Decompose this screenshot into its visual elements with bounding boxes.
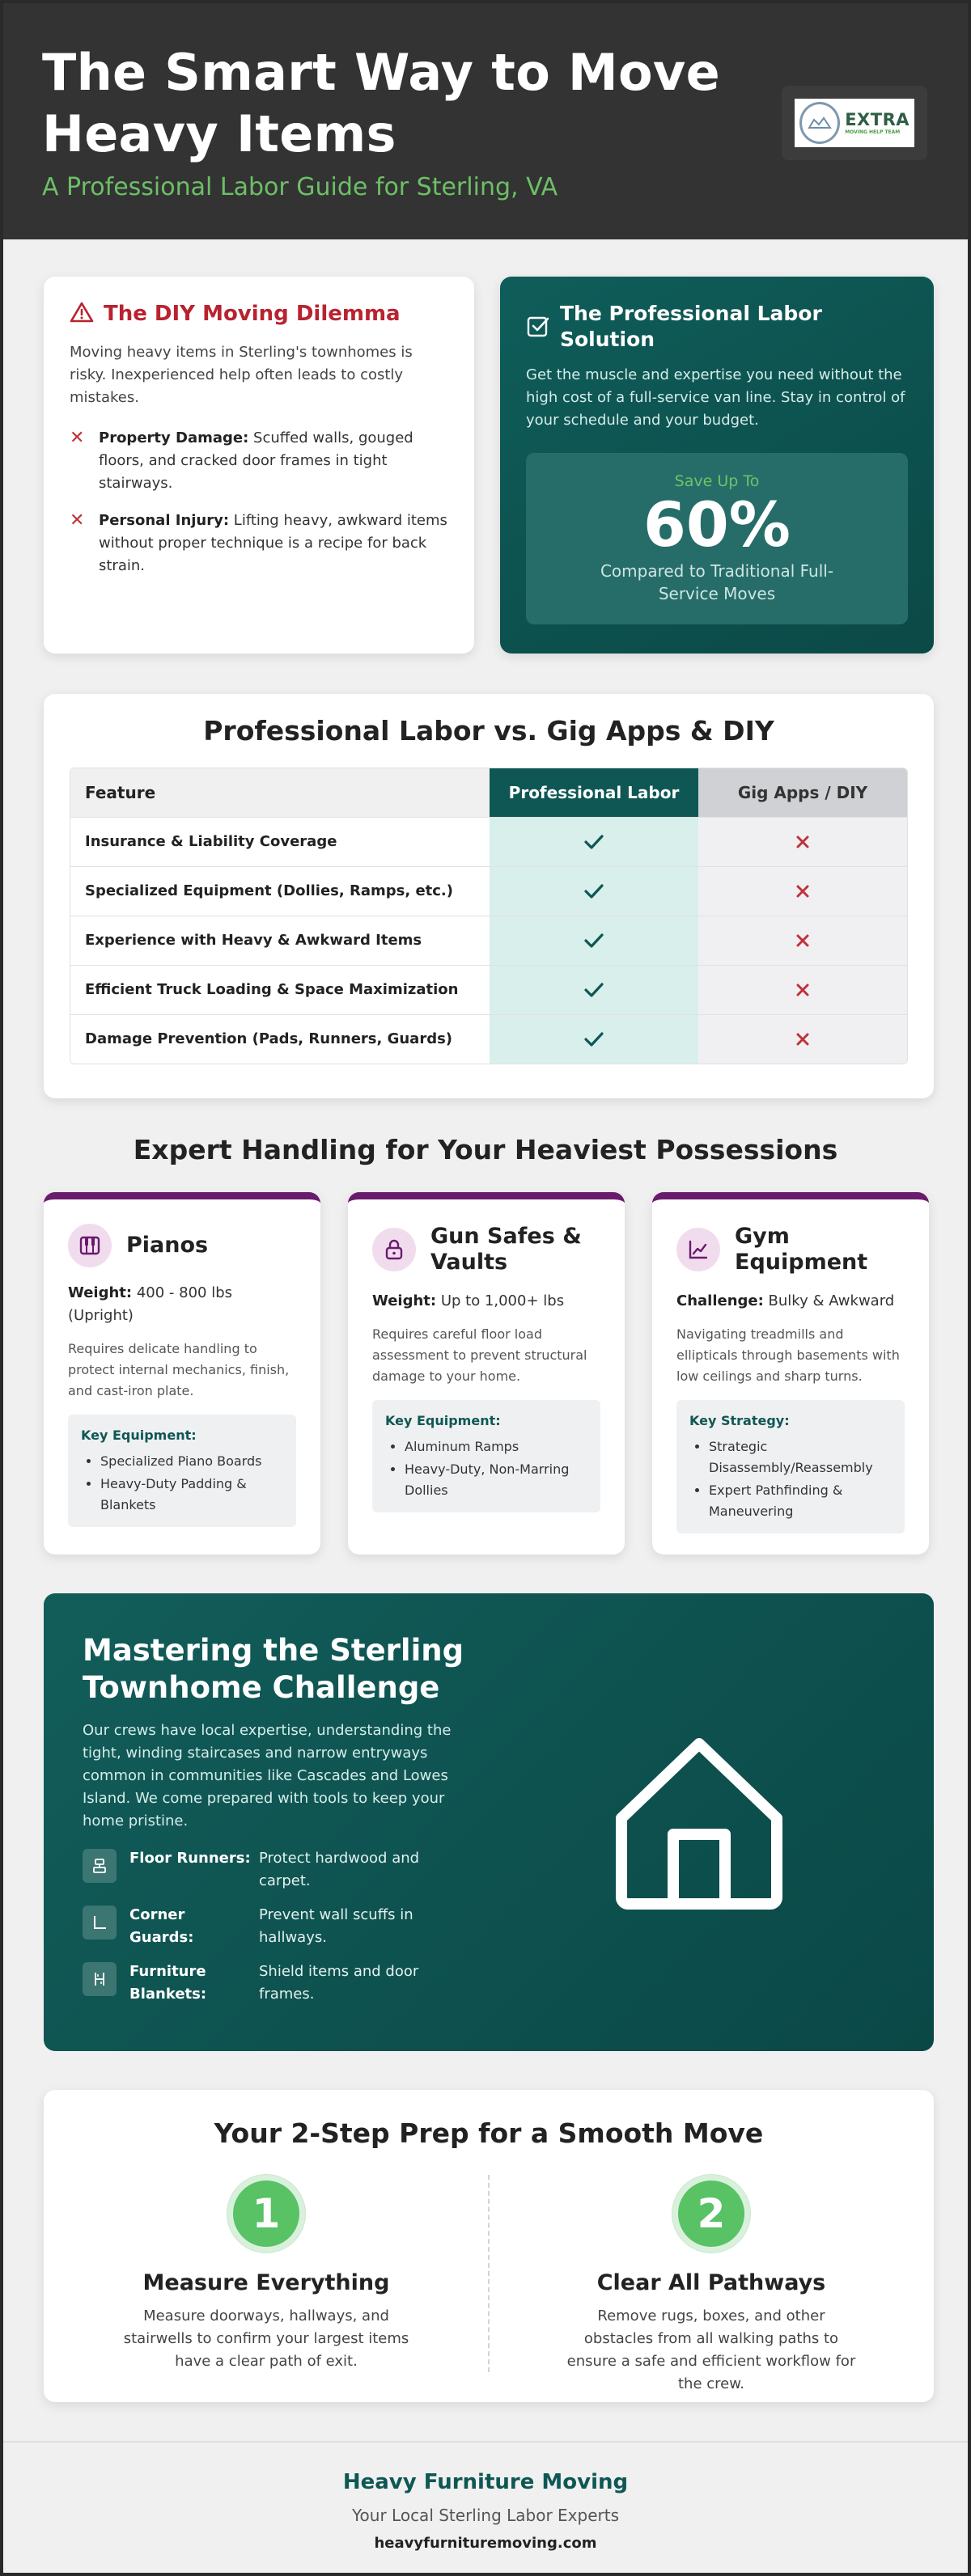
step-1 — [44, 2175, 489, 2396]
key-strategy-box — [676, 1400, 905, 1533]
footer-brand: Heavy Furniture Moving — [342, 2470, 629, 2494]
footer — [3, 2441, 968, 2576]
piano-icon — [68, 1224, 112, 1267]
item-card-gun-safes — [348, 1192, 625, 1554]
pro-intro: Get the muscle and expertise you need without the high cost of a full-service van line. Stay in control of your schedule and your budget. — [526, 366, 905, 429]
item-card-gym-equipment — [652, 1192, 929, 1554]
check-icon — [490, 916, 698, 965]
check-icon — [490, 965, 698, 1014]
challenge-label: Challenge: — [676, 1292, 764, 1309]
header-gig-apps: Gig Apps / DIY — [698, 768, 907, 817]
logo — [795, 99, 914, 147]
prep-card — [44, 2090, 934, 2402]
feature-cell: Experience with Heavy & Awkward Items — [70, 916, 490, 965]
page-title: The Smart Way to Move Heavy Items — [42, 43, 720, 163]
diy-intro: Moving heavy items in Sterling's townhomes is risky. Inexperienced help often leads to costly mistakes. — [70, 344, 413, 406]
key-equipment-box — [68, 1415, 296, 1527]
check-icon — [490, 1014, 698, 1064]
weight-value: 400 - 800 lbs (Upright) — [68, 1284, 232, 1324]
lock-icon — [372, 1228, 416, 1271]
tool-name: Furniture Blankets: — [129, 1963, 207, 2003]
table-row — [70, 916, 907, 965]
prep-title: Your 2-Step Prep for a Smooth Move — [214, 2117, 764, 2149]
step-divider — [488, 2175, 490, 2372]
item-desc: Navigating treadmills and ellipticals through basements with low ceilings and sharp turns. — [676, 1326, 900, 1384]
footer-tagline: Your Local Sterling Labor Experts — [351, 2506, 620, 2525]
x-icon — [698, 866, 907, 916]
list-item: • Expert Pathfinding & Maneuvering — [709, 1480, 892, 1522]
checkbox-icon — [526, 314, 550, 341]
risk-text: Lifting heavy, awkward items without proper technique is a recipe for back strain. — [99, 512, 447, 574]
list-item: • Specialized Piano Boards — [100, 1451, 283, 1472]
comparison-title: Professional Labor vs. Gig Apps & DIY — [203, 715, 774, 747]
item-desc: Requires careful floor load assessment to prevent structural damage to your home. — [372, 1326, 587, 1384]
step-title: Measure Everything — [142, 2270, 390, 2295]
table-row — [70, 817, 907, 866]
blanket-icon — [83, 1962, 117, 1996]
list-item: • Strategic Disassembly/Reassembly — [709, 1436, 892, 1478]
list-item — [70, 510, 448, 577]
diy-title: The DIY Moving Dilemma — [104, 302, 401, 326]
tool-name: Floor Runners: — [129, 1850, 251, 1867]
savings-value: 60% — [643, 489, 791, 560]
x-icon — [698, 817, 907, 866]
townhome-title: Mastering the Sterling Townhome Challenge — [83, 1633, 464, 1705]
logo-tagline: MOVING HELP TEAM — [845, 129, 901, 135]
tool-desc: Protect hardwood and carpet. — [259, 1850, 420, 1889]
tool-desc: Shield items and door frames. — [259, 1963, 419, 2003]
tools-list — [83, 1847, 463, 2006]
risk-label: Property Damage: — [99, 429, 249, 446]
item-name: Gym Equipment — [735, 1224, 868, 1275]
item-desc: Requires delicate handling to protect internal mechanics, finish, and cast-iron plate. — [68, 1341, 290, 1398]
feature-cell: Insurance & Liability Coverage — [70, 817, 490, 866]
townhome-section — [44, 1593, 934, 2051]
house-icon — [610, 1729, 788, 1918]
weight-value: Up to 1,000+ lbs — [436, 1292, 565, 1309]
list-item: • Heavy-Duty Padding & Blankets — [100, 1474, 283, 1516]
feature-cell: Specialized Equipment (Dollies, Ramps, etc.) — [70, 866, 490, 916]
chart-icon — [676, 1228, 720, 1271]
header — [3, 3, 968, 239]
diy-dilemma-card — [44, 277, 474, 654]
list-item: • Aluminum Ramps — [405, 1436, 587, 1457]
savings-box — [526, 453, 908, 624]
step-number: 1 — [227, 2175, 305, 2252]
tool-name: Corner Guards: — [129, 1906, 194, 1946]
comparison-table — [70, 768, 907, 1064]
x-icon — [698, 965, 907, 1014]
comparison-card — [44, 694, 934, 1098]
table-row — [70, 965, 907, 1014]
risk-text: Scuffed walls, gouged floors, and cracked door frames in tight stairways. — [99, 429, 413, 492]
step-title: Clear All Pathways — [596, 2270, 826, 2295]
key-equipment-box — [372, 1400, 600, 1512]
x-icon — [698, 916, 907, 965]
feature-cell: Efficient Truck Loading & Space Maximization — [70, 965, 490, 1014]
risk-label: Personal Injury: — [99, 512, 230, 529]
list-item — [83, 1961, 463, 2006]
step-desc: Measure doorways, hallways, and stairwells to confirm your largest items have a clear path of exit. — [123, 2307, 409, 2370]
diy-risk-list — [70, 427, 448, 577]
weight-label: Weight: — [372, 1292, 437, 1309]
list-item: • Heavy-Duty, Non-Marring Dollies — [405, 1459, 587, 1501]
warning-icon — [70, 301, 94, 327]
x-icon: ✕ — [70, 510, 85, 531]
item-name: Gun Safes & Vaults — [430, 1224, 582, 1275]
floor-runner-icon — [83, 1849, 117, 1883]
logo-wordmark: EXTRA — [845, 109, 910, 129]
item-card-pianos — [44, 1192, 320, 1554]
tool-desc: Prevent wall scuffs in hallways. — [259, 1906, 413, 1946]
step-number: 2 — [672, 2175, 750, 2252]
challenge-value: Bulky & Awkward — [763, 1292, 895, 1309]
list-item — [83, 1904, 463, 1949]
x-icon — [698, 1014, 907, 1064]
check-icon — [490, 817, 698, 866]
header-feature: Feature — [70, 768, 490, 817]
logo-box[interactable] — [782, 86, 927, 160]
pro-solution-card — [500, 277, 934, 654]
corner-guard-icon — [83, 1906, 117, 1939]
item-name: Pianos — [126, 1233, 209, 1258]
list-item — [70, 427, 448, 495]
pro-title: The Professional Labor Solution — [560, 302, 822, 351]
header-professional-labor: Professional Labor — [490, 768, 698, 817]
key-title: Key Strategy: — [689, 1413, 790, 1428]
table-row — [70, 866, 907, 916]
key-title: Key Equipment: — [81, 1428, 197, 1443]
townhome-intro: Our crews have local expertise, understanding the tight, winding staircases and narrow entryways common in communities like Cascades and Lowes Island. We come prepared with tools to keep your home pristine. — [83, 1722, 452, 1829]
key-title: Key Equipment: — [385, 1413, 501, 1428]
list-item — [83, 1847, 463, 1893]
page-subtitle: A Professional Labor Guide for Sterling, VA — [42, 173, 558, 201]
savings-compare: Compared to Traditional Full-Service Moves — [600, 561, 834, 603]
table-row — [70, 1014, 907, 1064]
footer-website-link[interactable]: heavyfurnituremoving.com — [374, 2535, 597, 2552]
savings-label: Save Up To — [674, 472, 760, 490]
x-icon: ✕ — [70, 428, 85, 448]
feature-cell: Damage Prevention (Pads, Runners, Guards) — [70, 1014, 490, 1064]
expert-title: Expert Handling for Your Heaviest Possessions — [133, 1134, 838, 1165]
step-desc: Remove rugs, boxes, and other obstacles from all walking paths to ensure a safe and efficient workflow for the crew. — [566, 2307, 856, 2392]
check-icon — [490, 866, 698, 916]
logo-emblem-icon — [799, 102, 840, 144]
weight-label: Weight: — [68, 1284, 133, 1301]
step-2 — [489, 2175, 934, 2396]
